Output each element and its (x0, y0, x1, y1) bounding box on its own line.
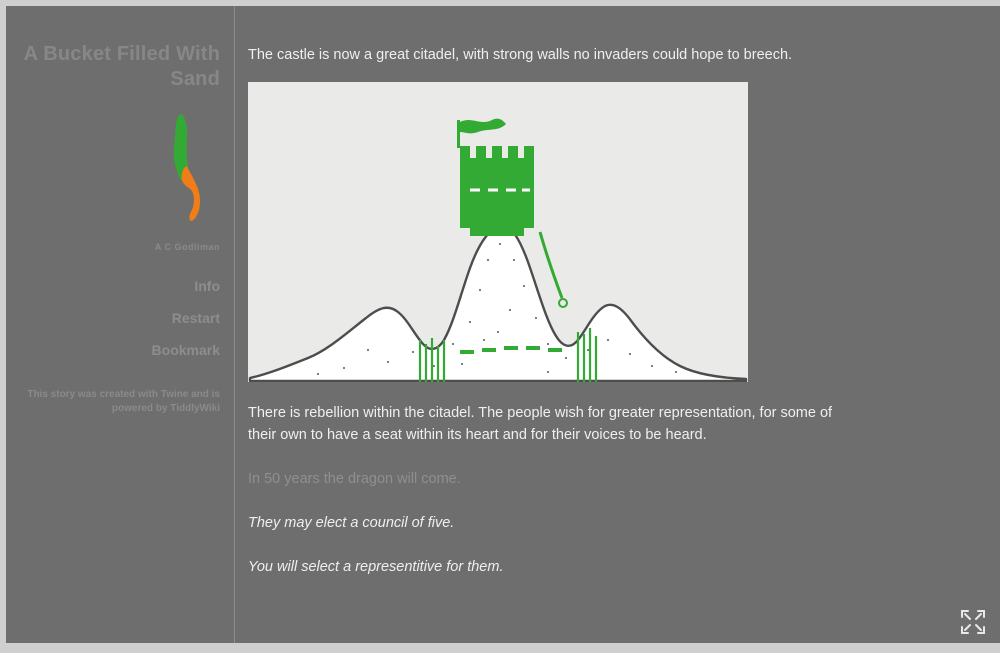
logo (6, 114, 220, 224)
sidebar-divider (234, 6, 235, 643)
passage-body (248, 6, 988, 643)
sidebar-links (6, 278, 220, 358)
castle-keep (460, 146, 534, 236)
author-name: A C Godliman (154, 242, 220, 252)
green-orange-flame-logo-icon (158, 114, 214, 222)
passage-paragraph-2: There is rebellion within the citadel. The people wish for greater representation, for some of their own to have a seat within its heart and for their voices to be heard. (248, 405, 833, 443)
passage-paragraph-3: In 50 years the dragon will come. (248, 471, 461, 487)
sidebar-link-info[interactable]: Info (194, 278, 220, 294)
castle-on-hill-illustration (248, 82, 748, 382)
passage-paragraph-5: You will select a representitive for them. (248, 559, 504, 575)
fullscreen-expand-icon (960, 609, 986, 635)
passage-paragraph-1: The castle is now a great citadel, with strong walls no invaders could hope to breech. (248, 47, 793, 63)
sidebar (6, 6, 234, 643)
site-title: A Bucket Filled With Sand (23, 43, 220, 90)
window-bottom-edge (0, 643, 1000, 653)
fullscreen-button[interactable] (960, 609, 986, 635)
sidebar-link-restart[interactable]: Restart (171, 310, 220, 326)
castle-illustration-svg (248, 82, 748, 382)
passage-paragraph-4: They may elect a council of five. (248, 515, 455, 531)
sidebar-link-bookmark[interactable]: Bookmark (151, 342, 220, 358)
credits-text: This story was created with Twine and is powered by TiddlyWiki (27, 389, 220, 414)
